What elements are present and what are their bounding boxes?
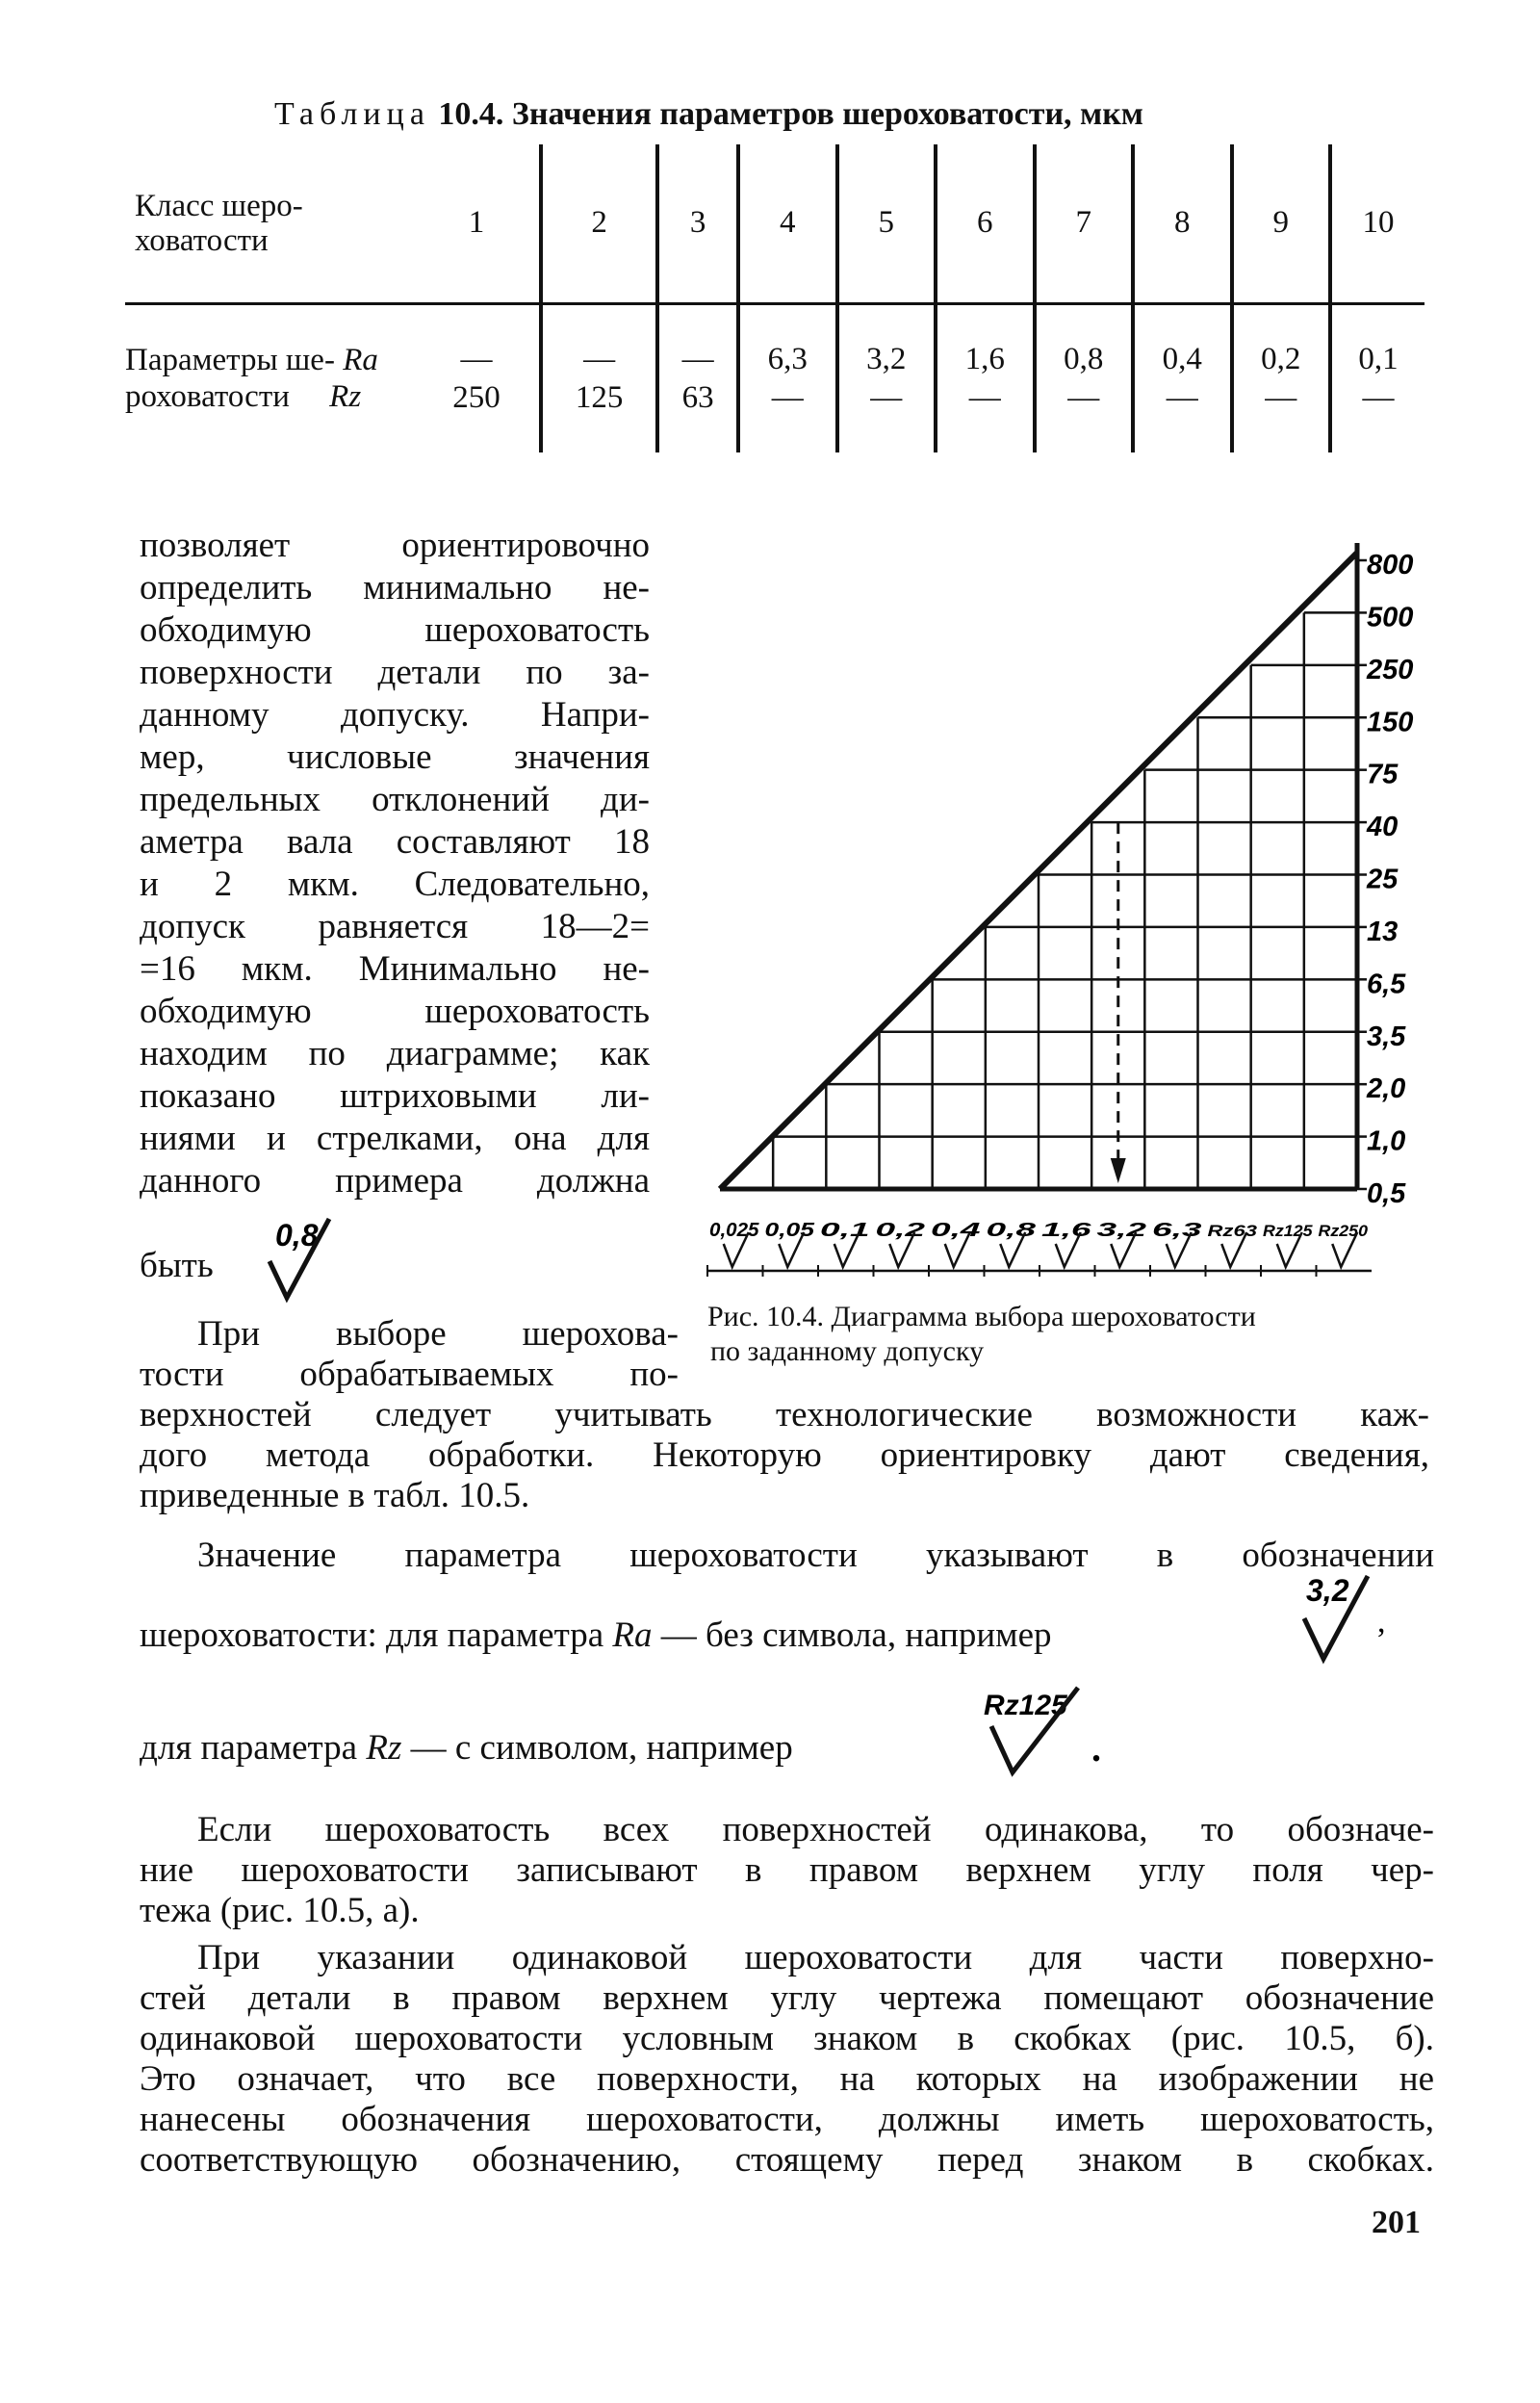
class-cell: 5 [837, 144, 937, 303]
text-line: обходимую шероховатость [140, 610, 650, 650]
class-cell: 8 [1133, 144, 1232, 303]
class-cell: 4 [738, 144, 837, 303]
bottom-scale-label: 6,3 [1152, 1220, 1202, 1241]
right-scale-label: 150 [1367, 707, 1414, 738]
text-line: ниями и стрелками, она для [140, 1119, 650, 1158]
ra-value: — [583, 342, 616, 377]
text-line: При указании одинаковой шероховатости для части поверхно- [197, 1938, 1434, 1977]
class-cell: 3 [657, 144, 738, 303]
bottom-scale-label: Rz125 [1263, 1222, 1314, 1240]
roughness-symbol-0-8 [260, 1213, 366, 1309]
value-cell [1330, 303, 1424, 452]
ra-value: — [681, 342, 714, 377]
bottom-scale-label: 1,6 [1041, 1220, 1093, 1241]
byt-word: быть [140, 1246, 214, 1285]
param-ra: Ra [612, 1615, 653, 1655]
arrow-down-icon [1111, 1158, 1126, 1183]
param-rz: Rz [366, 1728, 402, 1768]
value-cell [414, 303, 541, 452]
text-span: шероховатости: для параметра [140, 1615, 613, 1655]
text-line: данного примера должна [140, 1161, 650, 1201]
table-caption [274, 96, 1143, 133]
rz-value: — [870, 380, 903, 416]
value-cell [657, 303, 738, 452]
class-cell: 10 [1330, 144, 1424, 303]
text-line: дого метода обработки. Некоторую ориентировку дают сведения, [140, 1435, 1429, 1475]
bottom-scale-label: Rz63 [1207, 1222, 1258, 1240]
param-ra: Ra [343, 343, 378, 378]
rz-value: — [1265, 380, 1297, 416]
right-scale-label: 250 [1367, 654, 1414, 685]
text-line: позволяет ориентировочно [140, 526, 650, 565]
text-line: стей детали в правом верхнем углу чертежа помещают обозначение [140, 1978, 1434, 2018]
symbol-value: 0,8 [275, 1218, 319, 1253]
class-header [125, 144, 414, 303]
value-cell [1133, 303, 1232, 452]
bottom-scale-label: 0,025 [709, 1220, 760, 1241]
param-rz: Rz [329, 379, 362, 415]
roughness-symbol-3-2 [1285, 1564, 1400, 1670]
class-header-line1: Класс шеро- [135, 188, 303, 223]
text-line: поверхности детали по за- [140, 653, 650, 692]
text-span: — с символом, например [401, 1728, 793, 1768]
symbol-value: Rz125 [984, 1690, 1067, 1721]
text-span: — без символа, например [652, 1615, 1052, 1655]
caption-line: по заданному допуску [710, 1335, 985, 1367]
value-cell [541, 303, 657, 452]
value-cell [738, 303, 837, 452]
text-line: предельных отклонений ди- [140, 780, 650, 819]
rz-value: 250 [452, 380, 500, 416]
left-column-text [140, 525, 650, 1202]
right-scale-label: 3,5 [1367, 1021, 1406, 1052]
text-line: соответствующую обозначению, стоящему перед знаком в скобках. [140, 2140, 1434, 2180]
right-scale-label: 1,0 [1367, 1125, 1406, 1157]
class-cell: 6 [936, 144, 1035, 303]
bottom-scale [707, 1220, 1372, 1277]
roughness-table [125, 144, 1424, 452]
page-number: 201 [1372, 2205, 1421, 2240]
ra-value: 1,6 [964, 342, 1005, 377]
ra-value: — [460, 342, 493, 377]
bottom-scale-label: 0,05 [764, 1220, 816, 1241]
right-scale-label: 25 [1367, 864, 1399, 895]
rz-value: — [771, 380, 804, 416]
caption-line: Рис. 10.4. Диаграмма выбора шероховатости [707, 1301, 1256, 1332]
text-line: находим по диаграмме; как [140, 1034, 650, 1073]
class-cell: 1 [414, 144, 541, 303]
text-span: для параметра [140, 1728, 367, 1768]
text-line: ние шероховатости записывают в правом верхнем углу поля чер- [140, 1850, 1434, 1890]
value-cell [1232, 303, 1331, 452]
text-line: аметра вала составляют 18 [140, 822, 650, 862]
rz-value: — [1067, 380, 1100, 416]
class-cell: 9 [1232, 144, 1331, 303]
rz-value: — [1362, 380, 1395, 416]
rz-value: — [1166, 380, 1198, 416]
right-scale [1357, 550, 1413, 1209]
value-cell [936, 303, 1035, 452]
ra-value: 0,2 [1261, 342, 1301, 377]
right-scale-label: 2,0 [1367, 1073, 1406, 1105]
rz-value: 63 [681, 380, 714, 416]
text-line: тежа (рис. 10.5, а). [140, 1891, 420, 1930]
text-line: данному допуску. Напри- [140, 695, 650, 735]
right-scale-label: 500 [1367, 602, 1414, 633]
table-caption-prefix: Таблица [274, 96, 430, 132]
text-line: показано штриховыми ли- [140, 1076, 650, 1116]
bottom-scale-label: Rz250 [1318, 1222, 1369, 1240]
bottom-scale-label: 0,4 [931, 1220, 981, 1241]
class-header-line2: ховатости [135, 222, 269, 258]
bottom-scale-label: 3,2 [1096, 1220, 1146, 1241]
comma: , [1377, 1604, 1386, 1640]
right-scale-label: 75 [1367, 759, 1399, 790]
right-scale-label: 800 [1367, 550, 1414, 581]
text-span: При выборе шерохова- [197, 1314, 679, 1354]
ra-value: 6,3 [767, 342, 808, 377]
bottom-scale-label: 0,1 [820, 1220, 870, 1241]
value-cell [1035, 303, 1134, 452]
roughness-symbol-rz125 [972, 1680, 1126, 1786]
bottom-scale-label: 0,2 [875, 1220, 925, 1241]
text-line: нанесены обозначения шероховатости, должны иметь шероховатость, [140, 2100, 1434, 2139]
period: . [1091, 1726, 1101, 1770]
text-line: Если шероховатость всех поверхностей одинакова, то обозначе- [197, 1810, 1434, 1849]
text-line: Это означает, что все поверхности, на которых на изображении не [140, 2059, 1434, 2099]
text-line [140, 1615, 1052, 1656]
right-scale-label: 0,5 [1367, 1178, 1406, 1209]
value-cell [837, 303, 937, 452]
param-label-line2: роховатости [125, 379, 290, 415]
class-cell: 2 [541, 144, 657, 303]
table-caption-text: 10.4. Значения параметров шероховатости, мкм [438, 96, 1143, 132]
param-label-line1: Параметры ше- [125, 343, 335, 378]
text-line [140, 1728, 793, 1769]
right-scale-label: 6,5 [1367, 969, 1406, 1000]
text-line: приведенные в табл. 10.5. [140, 1476, 530, 1515]
right-scale-label: 40 [1367, 812, 1399, 843]
ra-value: 3,2 [866, 342, 907, 377]
text-line: допуск равняется 18—2= [140, 907, 650, 946]
table-header-row [125, 144, 1424, 303]
text-line: Значение параметра шероховатости указывают в обозначении [197, 1536, 1434, 1575]
text-line: мер, числовые значения [140, 737, 650, 777]
symbol-value: 3,2 [1306, 1573, 1349, 1608]
text-line: =16 мкм. Минимально не- [140, 949, 650, 989]
ra-value: 0,8 [1064, 342, 1104, 377]
text-line: верхностей следует учитывать технологические возможности каж- [140, 1395, 1429, 1434]
rz-value: — [968, 380, 1001, 416]
text-line: определить минимально не- [140, 568, 650, 607]
class-cell: 7 [1035, 144, 1134, 303]
paragraph-choice [140, 1314, 1429, 1516]
rz-value: 125 [575, 380, 624, 416]
param-label [125, 303, 414, 452]
text-line: и 2 мкм. Следовательно, [140, 865, 650, 904]
bottom-scale-label: 0,8 [986, 1220, 1038, 1241]
ra-value: 0,1 [1358, 342, 1399, 377]
text-line [140, 1314, 679, 1355]
table-param-row [125, 303, 1424, 452]
text-line: тости обрабатываемых по- [140, 1355, 679, 1394]
right-scale-label: 13 [1367, 916, 1399, 947]
text-line: обходимую шероховатость [140, 992, 650, 1031]
roughness-diagram [703, 520, 1434, 1280]
text-line: одинаковой шероховатости условным знаком в скобках (рис. 10.5, б). [140, 2019, 1434, 2058]
chart-grid [773, 612, 1357, 1189]
ra-value: 0,4 [1162, 342, 1202, 377]
